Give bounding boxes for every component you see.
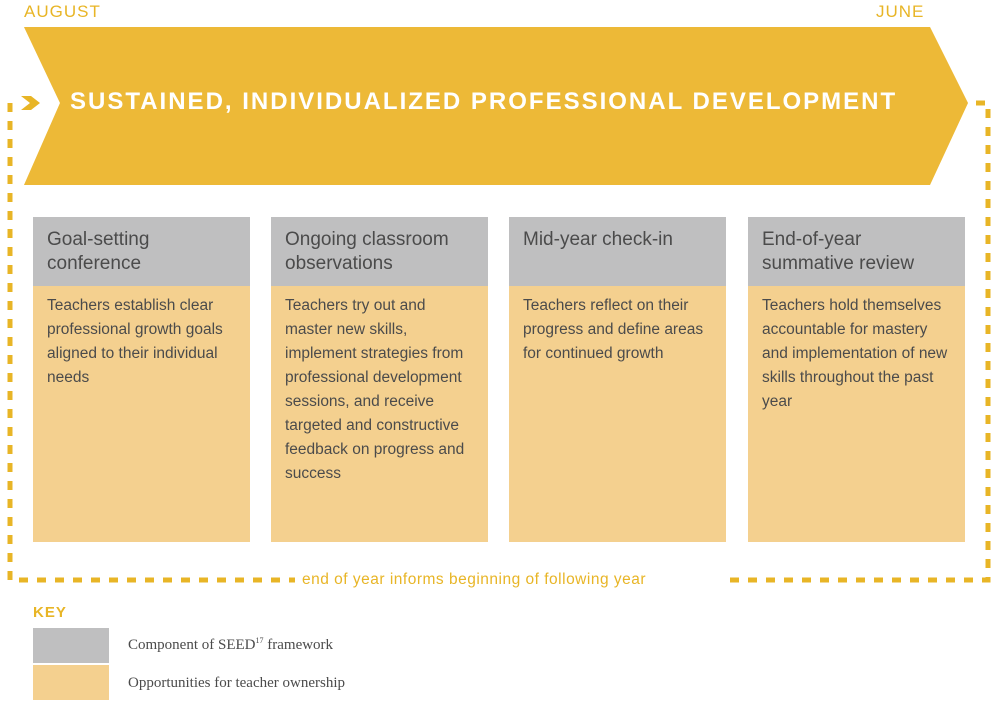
column-body: Teachers hold themselves accountable for mastery and implementation of new skills throughout the past year xyxy=(762,297,948,410)
column-body: Teachers try out and master new skills, implement strategies from professional development sessions, and receive targeted and constructive feedback on progress and success xyxy=(285,297,465,482)
column-heading: End-of-year summative review xyxy=(748,217,965,286)
banner-title: SUSTAINED, INDIVIDUALIZED PROFESSIONAL DEVELOPMENT xyxy=(70,88,898,115)
column-end-of-year xyxy=(748,217,965,542)
key-title: KEY xyxy=(33,604,67,621)
column-body: Teachers establish clear professional growth goals aligned to their individual needs xyxy=(47,297,223,386)
key-label-seed: Component of SEED$^{17}$ framework xyxy=(128,636,334,653)
column-goal-setting xyxy=(33,217,250,542)
key-label-ownership: Opportunities for teacher ownership xyxy=(128,675,346,691)
column-heading: Ongoing classroom observations xyxy=(271,217,488,286)
timeline-end-label: JUNE xyxy=(876,2,925,21)
column-mid-year xyxy=(509,217,726,542)
key-swatch-ownership xyxy=(33,665,109,700)
loop-entry-chevron xyxy=(21,96,40,110)
loop-label: end of year informs beginning of following year xyxy=(302,571,647,588)
column-observations xyxy=(271,217,488,542)
column-body: Teachers reflect on their progress and define areas for continued growth xyxy=(523,297,704,362)
key-swatch-seed xyxy=(33,628,109,663)
column-heading: Goal-setting conference xyxy=(33,217,250,286)
column-heading: Mid-year check-in xyxy=(509,217,726,286)
timeline-start-label: AUGUST xyxy=(24,2,101,21)
